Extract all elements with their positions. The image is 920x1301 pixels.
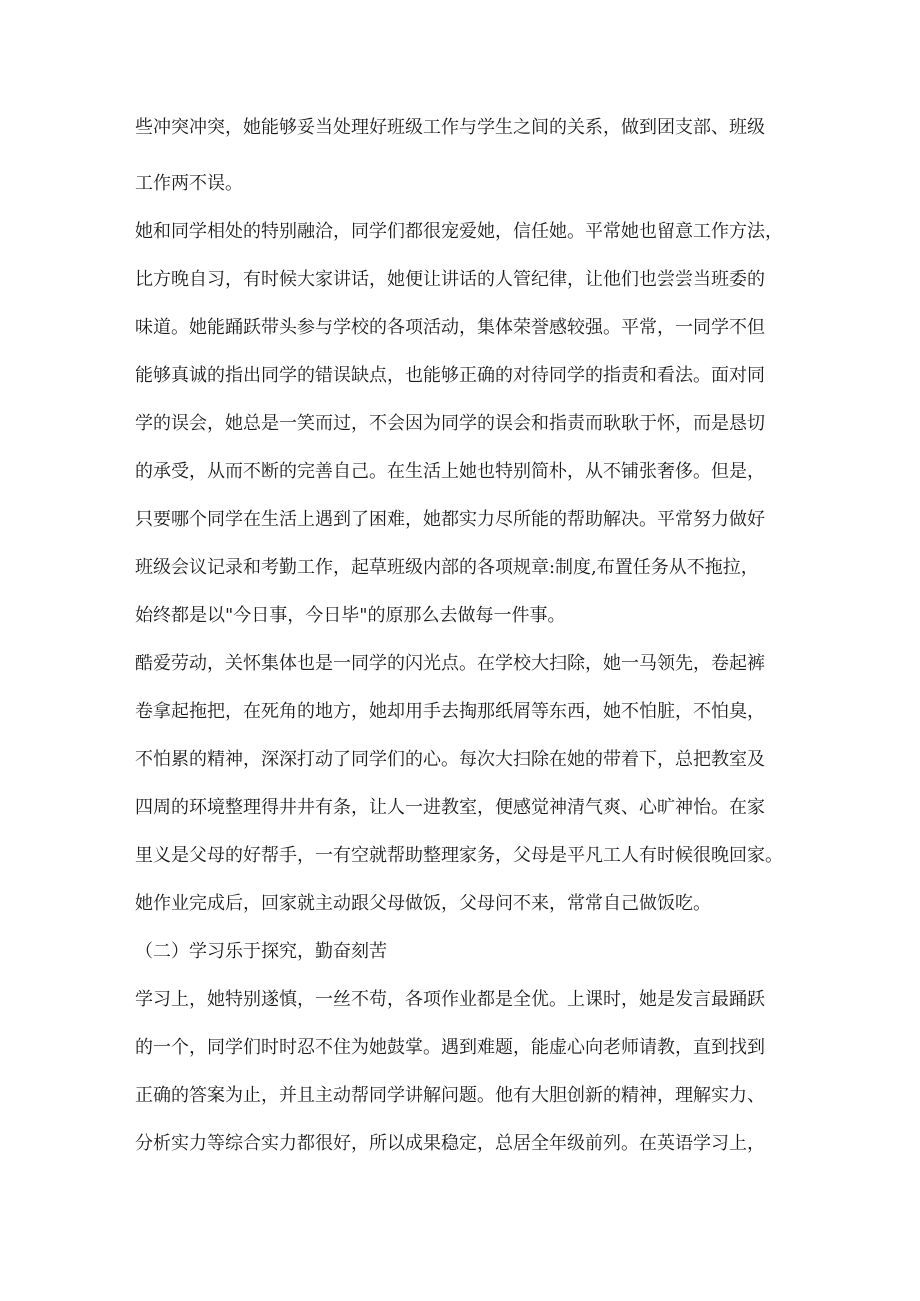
text-line: 工作两不误。	[135, 173, 243, 194]
text-line: 班级会议记录和考勤工作，起草班级内部的各项规章:制度,布置任务从不拖拉，	[135, 557, 759, 578]
text-line: 些冲突冲突，她能够妥当处理好班级工作与学生之间的关系，做到团支部、班级	[135, 117, 765, 138]
text-line: 学的误会，她总是一笑而过，不会因为同学的误会和指责而耿耿于怀，而是恳切	[135, 413, 765, 434]
text-line: 卷拿起拖把，在死角的地方，她却用手去掏那纸屑等东西，她不怕脏，不怕臭，	[135, 701, 765, 722]
text-line: 不怕累的精神，深深打动了同学们的心。每次大扫除在她的带着下，总把教室及	[135, 749, 765, 770]
text-line: 里义是父母的好帮手，一有空就帮助整理家务，父母是平凡工人有时候很晚回家。	[135, 845, 783, 866]
text-line: 学习上，她特别遂慎，一丝不苟，各项作业都是全优。上课时，她是发言最踊跃	[135, 989, 765, 1010]
text-line: 比方晚自习，有时候大家讲话，她便让讲话的人管纪律，让他们也尝尝当班委的	[135, 269, 765, 290]
text-line: 只要哪个同学在生活上遇到了困难，她都实力尽所能的帮助解决。平常努力做好	[135, 509, 765, 530]
text-line: 的一个，同学们时时忍不住为她鼓掌。遇到难题，能虚心向老师请教，直到找到	[135, 1037, 765, 1058]
text-line: 味道。她能踊跃带头参与学校的各项活动，集体荣誉感较强。平常，一同学不但	[135, 317, 765, 338]
text-line: 四周的环境整理得井井有条，让人一进教室，便感觉神清气爽、心旷神怡。在家	[135, 797, 765, 818]
text-line: 正确的答案为止，并且主动帮同学讲解问题。他有大胆创新的精神，理解实力、	[135, 1085, 765, 1106]
text-line: 她作业完成后，回家就主动跟父母做饭，父母问不来，常常自己做饭吃。	[135, 893, 711, 914]
text-line: 的承受，从而不断的完善自己。在生活上她也特别简朴，从不铺张奢侈。但是，	[135, 461, 765, 482]
text-line: 能够真诚的指出同学的错误缺点，也能够正确的对待同学的指责和看法。面对同	[135, 365, 765, 386]
section-heading: （二）学习乐于探究，勤奋刻苦	[135, 941, 387, 962]
text-line: 始终都是以"今日事，今日毕"的原那么去做每一件事。	[135, 605, 566, 626]
text-line: 酷爱劳动，关怀集体也是一同学的闪光点。在学校大扫除，她一马领先，卷起裤	[135, 653, 765, 674]
text-line: 分析实力等综合实力都很好，所以成果稳定，总居全年级前列。在英语学习上，	[135, 1133, 765, 1154]
text-line: 她和同学相处的特别融洽，同学们都很宠爱她，信任她。平常她也留意工作方法，	[135, 221, 783, 242]
